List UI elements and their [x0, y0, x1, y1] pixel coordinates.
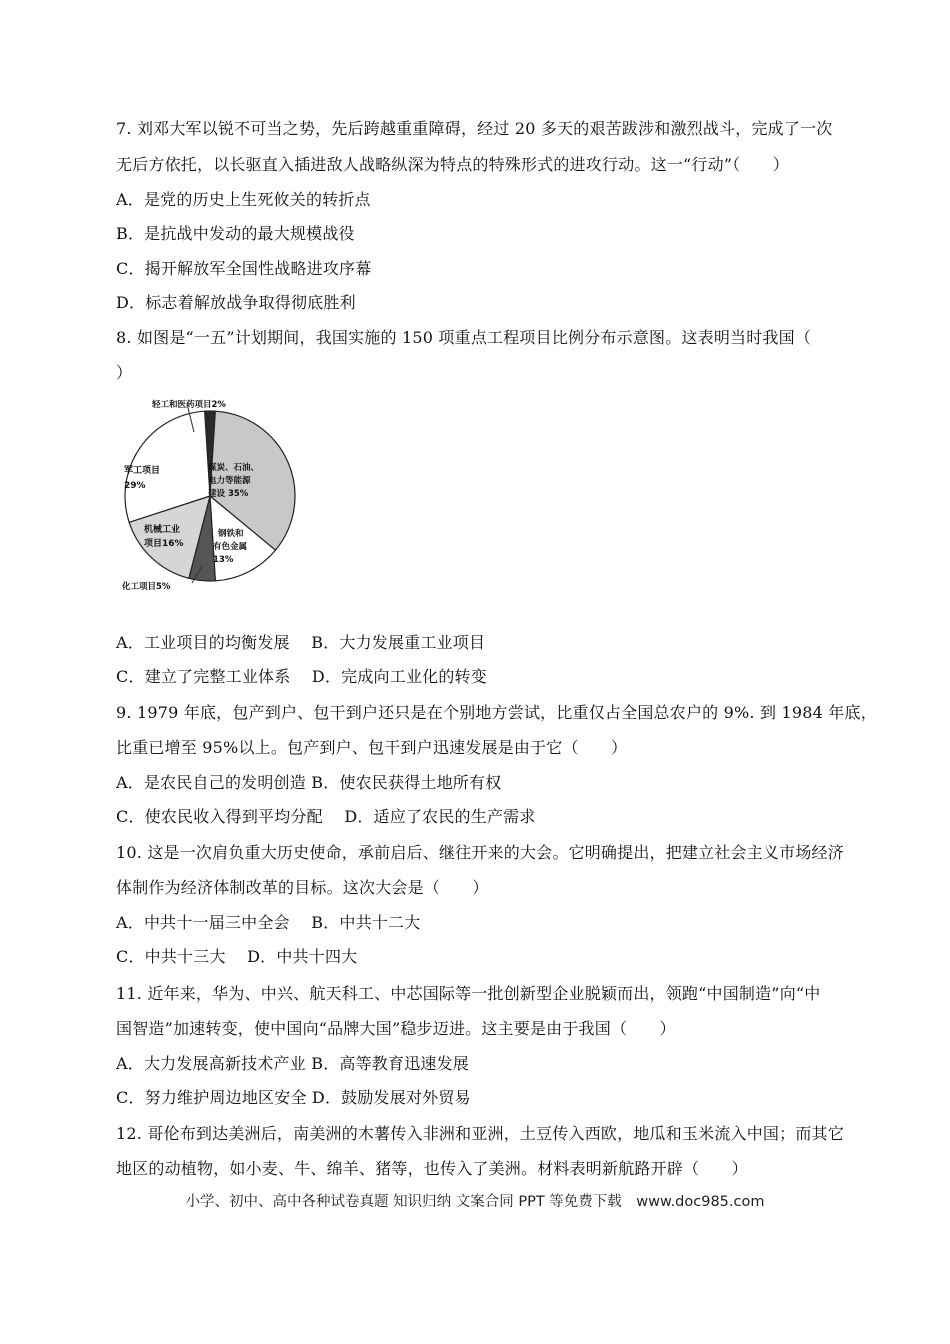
label-machinery-line1: 机械工业: [144, 525, 181, 535]
label-chemical: 化工项目5%: [122, 582, 171, 592]
label-military-line1: 军工项目: [124, 466, 161, 476]
q11-options-cd: C．努力维护周边地区安全 D．鼓励发展对外贸易: [116, 1088, 471, 1107]
q9-stem-line2: 比重已增至 95%以上。包产到户、包干到户迅速发展是由于它（ ）: [116, 738, 628, 757]
q10-options-ab: A．中共十一届三中全会 B．中共十二大: [116, 913, 421, 932]
q8-options-ab: A．工业项目的均衡发展 B．大力发展重工业项目: [116, 633, 486, 652]
label-steel-line2: 有色金属: [213, 542, 248, 552]
q7-option-b: B．是抗战中发动的最大规模战役: [116, 224, 355, 243]
q8-stem-line2: ）: [116, 363, 133, 382]
q11-stem-line2: 国智造”加速转变，使中国向“品牌大国”稳步迈进。这主要是由于我国（ ）: [116, 1019, 676, 1038]
q8-stem-line1: 8. 如图是“一五”计划期间，我国实施的 150 项重点工程项目比例分布示意图。这表明当时我国（: [116, 328, 812, 347]
label-energy-line2: 电力等能源: [208, 476, 251, 486]
q11-options-ab: A．大力发展高新技术产业 B．高等教育迅速发展: [116, 1054, 469, 1073]
label-steel-line1: 钢铁和: [218, 529, 244, 539]
label-energy-line3: 建设 35%: [208, 489, 249, 499]
q7-option-a: A．是党的历史上生死攸关的转折点: [116, 190, 371, 209]
label-steel-line3: 13%: [213, 555, 234, 565]
q12-stem-line2: 地区的动植物，如小麦、牛、绵羊、猪等，也传入了美洲。材料表明新航路开辟（ ）: [116, 1159, 748, 1178]
q7-stem-line1: 7. 刘邓大军以锐不可当之势，先后跨越重重障碍，经过 20 多天的艰苦跋涉和激烈战斗，完成了一次: [116, 119, 833, 138]
q11-stem-line1: 11. 近年来，华为、中兴、航天科工、中芯国际等一批创新型企业脱颖而出，领跑“中国制造”向“中: [116, 984, 821, 1003]
q9-options-ab: A．是农民自己的发明创造 B．使农民获得土地所有权: [116, 773, 502, 792]
q8-options-cd: C．建立了完整工业体系 D．完成向工业化的转变: [116, 667, 487, 686]
label-energy-line1: 煤炭、石油、: [208, 463, 260, 473]
q7-option-d: D．标志着解放战争取得彻底胜利: [116, 293, 356, 312]
q9-stem-line1: 9. 1979 年底，包产到户、包干到户还只是在个别地方尝试，比重仅占全国总农户的 9%. 到 1984 年底，: [116, 703, 877, 722]
q9-options-cd: C．使农民收入得到平均分配 D．适应了农民的生产需求: [116, 807, 536, 826]
q10-stem-line1: 10. 这是一次肩负重大历史使命，承前启后、继往开来的大会。它明确提出，把建立社会主义市场经济: [116, 843, 844, 862]
pie-chart-svg: [110, 388, 310, 598]
label-military-line2: 29%: [124, 481, 146, 491]
q7-stem-line2: 无后方依托，以长驱直入插进敌人战略纵深为特点的特殊形式的进攻行动。这一“行动”（ ）: [116, 155, 789, 174]
q12-stem-line1: 12. 哥伦布到达美洲后，南美洲的木薯传入非洲和亚洲，土豆传入西欧，地瓜和玉米流入中国；而其它: [116, 1124, 844, 1143]
label-light-industry: 轻工和医药项目2%: [152, 400, 226, 410]
page-footer: 小学、初中、高中各种试卷真题 知识归纳 文案合同 PPT 等免费下载 www.doc985.com: [185, 1194, 765, 1210]
pie-chart: [110, 388, 310, 598]
q10-stem-line2: 体制作为经济体制改革的目标。这次大会是（ ）: [116, 878, 489, 897]
q7-option-c: C．揭开解放军全国性战略进攻序幕: [116, 259, 372, 278]
q10-options-cd: C．中共十三大 D．中共十四大: [116, 947, 358, 966]
label-machinery-line2: 项目16%: [144, 539, 184, 549]
